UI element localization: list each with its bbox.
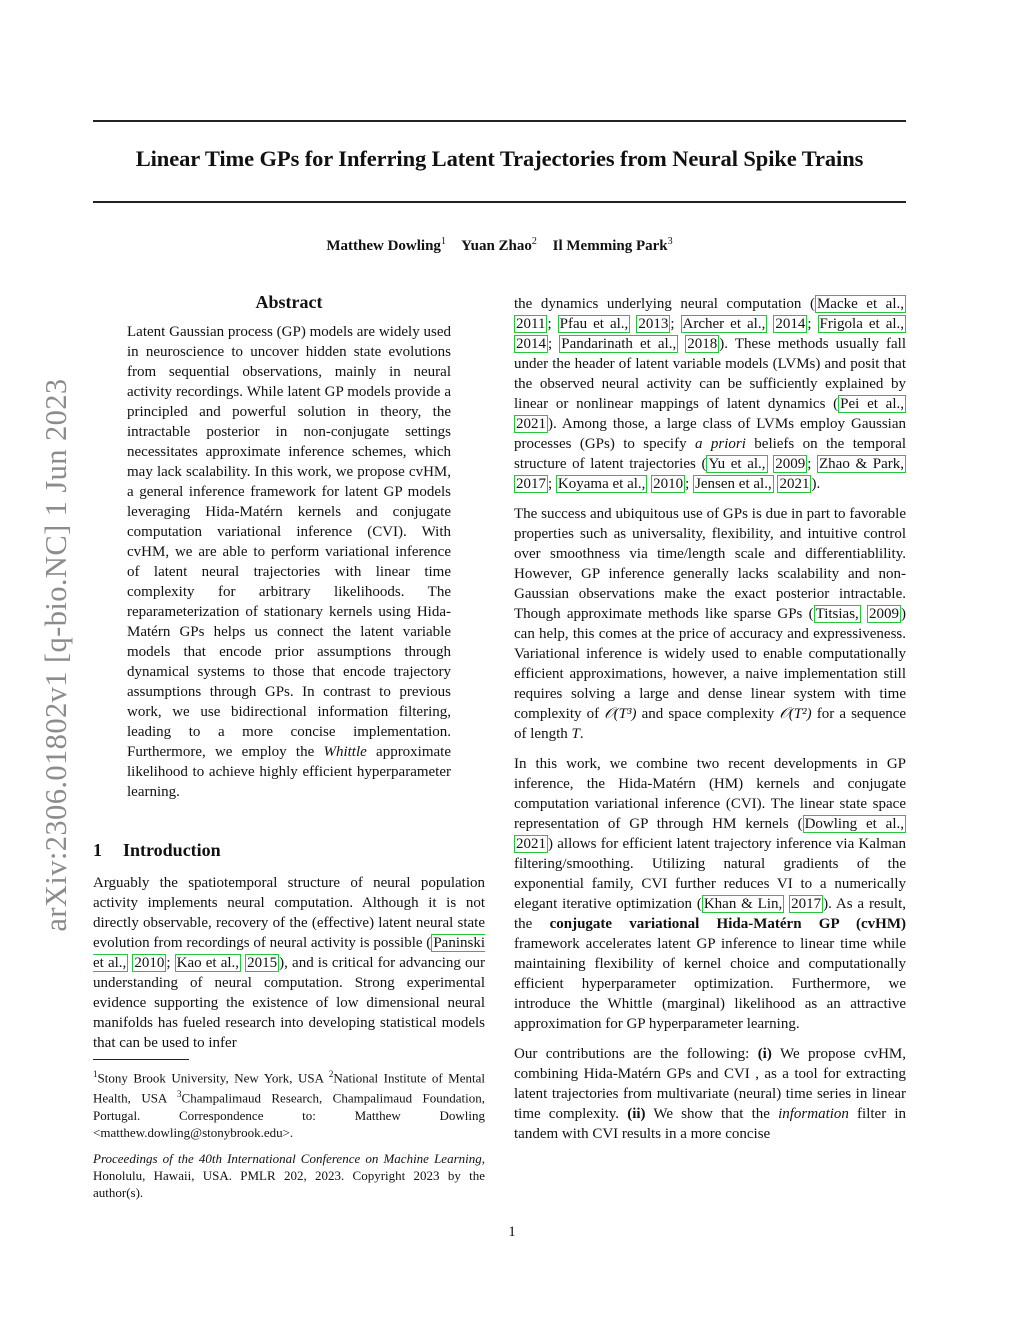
citation-link[interactable]: Khan & Lin, <box>703 896 783 912</box>
citation-link[interactable]: 2021 <box>779 476 810 492</box>
body-text: beliefs on the temporal structure of latent trajectories ( <box>514 436 907 472</box>
section-number: 1 <box>93 840 102 860</box>
citation-link[interactable]: 2017 <box>791 896 822 912</box>
math-symbol: T <box>571 726 580 742</box>
body-text: ). As a result, the <box>514 896 907 932</box>
intro-paragraph: Arguably the spatiotemporal structure of neural population activity implements neural computation. Although it is not directly observable, recovery of the (effective) latent neural state evolution from recordings of neural activity is possible ( Paninski et al., 2010 ; Kao et al., 2015 ), and is critical for advancing our understanding of neural computation. Strong experimental evidence supporting the existence of low dimensional neural manifolds has fueled research into developing statistical models that can be used to infer <box>93 875 486 1051</box>
paragraph <box>514 1044 906 1144</box>
citation-link[interactable]: 2018 <box>687 336 718 352</box>
paragraph: the dynamics underlying neural computation ( Macke et al., 2011 ; Pfau et al., 2013 ; Archer et al., 2014 ; Frigola et al., 2014 ; Pandarinath et al., 2018 ). These methods usually fall under the header of latent variable models (LVMs) and posit that the observed neural activity can be sufficiently explained by linear or nonlinear mappings of latent dynamics ( Pei et al., 2021 ). Among those, a large class of LVMs employ Gaussian processes (GPs) to specify a priori beliefs on the temporal structure of latent trajectories ( Yu et al., 2009 ; Zhao & Park, 2017 ; Koyama et al., 2010 ; Jensen et al., 2021 ). <box>514 296 907 492</box>
affiliation-footnote: $^1$Stony Brook University, New York, USA $^2$National Institute of Mental Health, USA $^3$Champalimaud Research, Champalimaud Foundation, Portugal. Correspondence to: Matthew Dowling <matthew.dowling@stonybrook.edu>. <box>93 1069 486 1140</box>
author-name: Yuan Zhao <box>461 238 532 254</box>
affiliation-3: Champalimaud Research, Champalimaud Foundation, Portugal. Correspondence to: Matthew Dowling <matthew.dowling@stonybrook.edu>. <box>93 1090 485 1140</box>
paper-title: Linear Time GPs for Inferring Latent Trajectories from Neural Spike Trains <box>135 146 864 171</box>
footnote-rule <box>93 1059 189 1060</box>
citation-link[interactable]: 2009 <box>869 606 899 622</box>
page-number: 1 <box>508 1224 516 1240</box>
body-text: the dynamics underlying neural computation ( <box>514 296 815 312</box>
abstract-body <box>127 322 451 802</box>
body-text: and space complexity <box>641 706 775 722</box>
citation-link[interactable]: Archer et al., <box>682 316 766 332</box>
intro-text: Arguably the spatiotemporal structure of neural population activity implements neural computation. Although it is not directly observable, recovery of the (effective) latent neural state evolution from recordings of neural activity is possible ( <box>93 875 485 951</box>
citation-link[interactable]: Macke et al., <box>816 296 904 312</box>
affiliation-2: National Institute of Mental Health, USA <box>93 1070 486 1106</box>
citation-link[interactable]: 2010 <box>134 955 165 971</box>
citation-link[interactable]: 2017 <box>516 476 546 492</box>
section-title: Introduction <box>123 840 221 860</box>
citation-link[interactable]: Zhao & Park, <box>819 456 905 472</box>
citation-link[interactable]: Pfau et al., <box>559 316 629 332</box>
body-text: Our contributions are the following: <box>514 1046 750 1062</box>
author-name: Il Memming Park <box>552 238 668 254</box>
proceedings-note <box>93 1150 485 1201</box>
abstract-text: Latent Gaussian process (GP) models are widely used in neuroscience to uncover hidden state evolutions from sequential observations, mainly in neural activity recordings. While latent GP models provide a principled and powerful solution in theory, the intractable posterior in non-conjugate settings necessitates approximate inference schemes, which may lack scalability. In this work, we propose cvHM, a general inference framework for latent GP models leveraging Hida-Matérn kernels and conjugate computation variational inference (CVI). With cvHM, we are able to perform variational inference of latent neural trajectories with linear time complexity for arbitrary likelihoods. The reparameterization of stationary kernels using Hida-Matérn GPs helps us connect the latent variable models that encode prior assumptions through dynamical systems to those that encode trajectory assumptions through GPs. In contrast to previous work, we use bidirectional information filtering, leading to a more concise implementation. Furthermore, we employ the <box>127 324 451 760</box>
arxiv-stamp: arXiv:2306.01802v1 [q-bio.NC] 1 Jun 2023 <box>39 378 73 932</box>
citation-link[interactable]: Pandarinath et al., <box>561 336 677 352</box>
proceedings-rest: , Honolulu, Hawaii, USA. PMLR 202, 2023. Copyright 2023 by the author(s). <box>93 1151 485 1200</box>
body-text: . <box>579 726 584 742</box>
citation-link[interactable]: Pei et al., <box>840 396 904 412</box>
body-italic: a priori <box>695 436 746 452</box>
affiliation-mark: 2 <box>531 236 537 247</box>
math-time-complexity: 𝒪(T³) <box>604 706 637 722</box>
body-bold: (i) <box>757 1046 772 1062</box>
author-name: Matthew Dowling <box>326 238 441 254</box>
abstract-text: approximate likelihood to achieve highly efficient hyperparameter learning. <box>127 744 452 800</box>
citation-link[interactable]: 2014 <box>775 316 806 332</box>
intro-text: ), and is critical for advancing our understanding of neural computation. Strong experimental evidence supporting the existence of low dimensional neural manifolds has fueled research into developing statistical models that can be used to infer <box>93 955 486 1051</box>
citation-link[interactable]: Jensen et al., <box>695 476 772 492</box>
math-space-complexity: 𝒪(T²) <box>779 706 812 722</box>
body-text: for a sequence of length <box>514 706 907 742</box>
citation-link[interactable]: 2015 <box>247 955 278 971</box>
title-bottom-rule <box>93 201 906 203</box>
citation-link[interactable]: Kao et al., <box>176 955 240 971</box>
body-bold: (ii) <box>627 1106 646 1122</box>
citation-link[interactable]: 2021 <box>516 836 546 852</box>
body-bold: conjugate variational Hida-Matérn GP (cvHM) <box>549 916 906 932</box>
body-text: framework accelerates latent GP inference to linear time while maintaining flexibility of kernel choice and computationally efficient hyperparameter optimization. Furthermore, we introduce the Whittle (marginal) likelihood as an attractive approximation for GP hyperparameter learning. <box>514 936 906 1032</box>
body-text: We show that the <box>653 1106 770 1122</box>
paragraph <box>514 504 906 744</box>
body-text: ). Among those, a large class of LVMs employ Gaussian processes (GPs) to specify <box>514 416 906 452</box>
citation-link[interactable]: Yu et al., <box>708 456 766 472</box>
citation-link[interactable]: Frigola et al., <box>819 316 905 332</box>
citation-link[interactable]: 2011 <box>516 316 546 332</box>
abstract-whittle: Whittle <box>323 744 367 760</box>
affiliation-mark: 1 <box>440 236 446 247</box>
paragraph <box>514 754 906 1034</box>
citation-link[interactable]: 2013 <box>638 316 669 332</box>
affiliation-1: Stony Brook University, New York, USA <box>97 1070 324 1086</box>
citation-link[interactable]: 2021 <box>516 416 546 432</box>
body-text: The success and ubiquitous use of GPs is due in part to favorable properties such as universality, flexibility, and intuitive control over smoothness via time/length scale and differentiablility. However, GP inference generally lacks scalability and non-Gaussian observations make the exact posterior intractable. Though approximate methods like sparse GPs ( <box>514 506 906 622</box>
proceedings-italic: Proceedings of the 40th International Conference on Machine Learning <box>93 1151 482 1166</box>
body-text: filter in tandem with CVI results in a more concise <box>514 1106 907 1142</box>
top-rule <box>93 120 906 122</box>
citation-link[interactable]: Titsias, <box>815 606 859 622</box>
body-text: In this work, we combine two recent developments in GP inference, the Hida-Matérn (HM) kernels and conjugate computation variational inference (CVI). The linear state space representation of GP through HM kernels ( <box>514 756 906 832</box>
body-text: ). <box>811 476 821 492</box>
body-text: We propose cvHM, combining Hida-Matérn GPs and CVI , as a tool for extracting latent trajectories from multivariate (neural) time series in linear time complexity. <box>514 1046 907 1122</box>
abstract-heading: Abstract <box>255 292 323 312</box>
author-list <box>93 236 906 255</box>
citation-link[interactable]: Paninski et al., <box>93 935 485 971</box>
citation-link[interactable]: Dowling et al., <box>804 816 904 832</box>
body-text: ) allows for efficient latent trajectory inference via Kalman filtering/smoothing. Utilizing natural gradients of the exponential family, CVI further reduces VI to a numerically elegant iterative optimization ( <box>514 836 906 912</box>
body-text: ). These methods usually fall under the header of latent variable models (LVMs) and posit that the observed neural activity can be sufficiently explained by linear or nonlinear mappings of latent dynamics ( <box>514 336 907 412</box>
section-heading-introduction <box>93 840 221 861</box>
citation-link[interactable]: 2009 <box>775 456 806 472</box>
citation-link[interactable]: 2014 <box>516 336 546 352</box>
right-column <box>514 294 906 1144</box>
body-text: ) can help, this comes at the price of accuracy and expressiveness. Variational inference is widely used to enable computationally efficient approximations, however, a naive implementation still requires solving a large and dense linear system with time complexity of <box>514 606 906 722</box>
citation-link[interactable]: Koyama et al., <box>557 476 646 492</box>
affiliation-mark: 3 <box>667 236 673 247</box>
citation-link[interactable]: 2010 <box>653 476 684 492</box>
body-italic: information <box>778 1106 849 1122</box>
